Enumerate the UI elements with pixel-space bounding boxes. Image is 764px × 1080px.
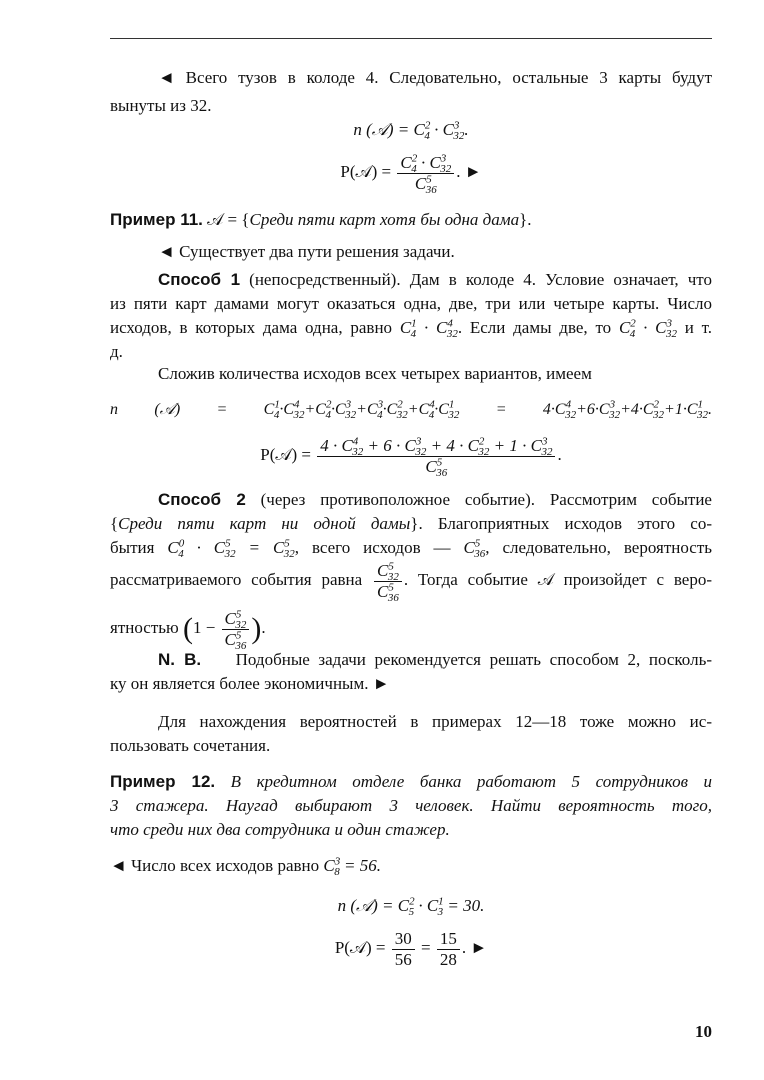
text-line: рассматриваемого события равна $\frac{C^5_{32}}{C^5_{36}}$ . Тогда событие 𝒜 произойдет с веро- [110,559,712,604]
fraction: $\frac{C^2_4 \cdot C^3_{32}}{C^5_{36}}$ [397,153,454,194]
formula: n (𝒜) = $C^2_5 \cdot C^1_3 = 30$. [337,895,485,919]
text-line: ятностью (1 − $\frac{C^5_{32}}{C^5_{36}}$ ). [110,607,266,652]
formula: P(𝒜) = $\frac{C^2_4 \cdot C^3_{32}}{C^5_{36}}$ . ► [340,151,482,196]
text-line: ◄ Всего тузов в колоде 4. Следовательно, остальные 3 карты будут [158,68,712,87]
text-line: {Среди пяти карт ни одной дамы}. Благоприятных исходов этого со- [110,514,712,533]
text-line: что среди них два сотрудника и один стажер. [110,820,450,839]
text-line: из пяти карт дамами могут оказаться одна, две, три или четыре карты. Число [110,294,712,313]
text-line: Для нахождения вероятностей в примерах 12—18 тоже можно ис- [158,712,712,731]
formula: P(𝒜) = $\frac{4 \cdot C^4_{32} + 6 \cdot C^3_{32} + 4 \cdot C^2_{32} + 1 \cdot C^3_{32}}{C^5_{36}}$ . [260,434,562,479]
example-heading: Пример 11. 𝒜 = {Среди пяти карт хотя бы одна дама}. [110,210,532,229]
text-line: исходов, в которых дама одна, равно $C^1_4 \cdot C^4_{32}$. Если дамы две, то $C^2_4 \cdot C^3_{32}$ и т. [110,317,713,341]
text-line: ◄ Число всех исходов равно $C^3_8 = 56$. [110,855,381,879]
text-line: Способ 1 (непосредственный). Дам в колоде 4. Условие означает, что [158,270,712,289]
fraction: $\frac{4 \cdot C^4_{32} + 6 \cdot C^3_{32} + 4 \cdot C^2_{32} + 1 \cdot C^3_{32}}{C^5_{36}}$ [317,436,555,477]
formula: n (𝒜) = $C^1_4\cdot C^4_{32}+C^2_4\cdot C^3_{32}+C^3_4\cdot C^2_{32}+C^4_4\cdot C^1_{32} = 4\cdot C^4_{32}+6\cdot C^3_{32}+4\cdot C^2_{32}+1\cdot C^1_{32}$. [110,398,713,422]
top-rule [110,38,712,39]
text-line: N. B. Подобные задачи рекомендуется решать способом 2, посколь- [158,650,712,669]
formula: P(𝒜) = $\frac{30}{56}$ = $\frac{15}{28}$ . ► [334,928,488,969]
fraction: $\frac{15}{28}$ [437,929,460,970]
text-line: д. [110,342,123,361]
formula: n (𝒜) = $C^2_4 \cdot C^3_{32}$. [353,119,469,143]
fraction: $\frac{C^5_{32}}{C^5_{36}}$ [374,561,402,602]
text-line: ◄ Существует два пути решения задачи. [158,242,455,261]
fraction: $\frac{30}{56}$ [392,929,415,970]
text-line: Способ 2 (через противоположное событие). Рассмотрим событие [158,490,712,509]
text-line: вынуты из 32. [110,96,212,115]
text-line: ку он является более экономичным. ► [110,674,390,693]
page-number: 10 [695,1022,712,1041]
text-line: Сложив количества исходов всех четырех вариантов, имеем [158,364,592,383]
fraction: $\frac{C^5_{32}}{C^5_{36}}$ [222,609,250,650]
text-line: пользовать сочетания. [110,736,271,755]
example-heading: Пример 12. В кредитном отделе банка работают 5 сотрудников и [110,772,713,791]
text-line: 3 стажера. Наугад выбирают 3 человек. Найти вероятность того, [110,796,712,815]
text-line: бытия $C^0_4 \cdot C^5_{32} = C^5_{32}$, всего исходов — $C^5_{36}$, следовательно, вероятность [110,537,713,561]
